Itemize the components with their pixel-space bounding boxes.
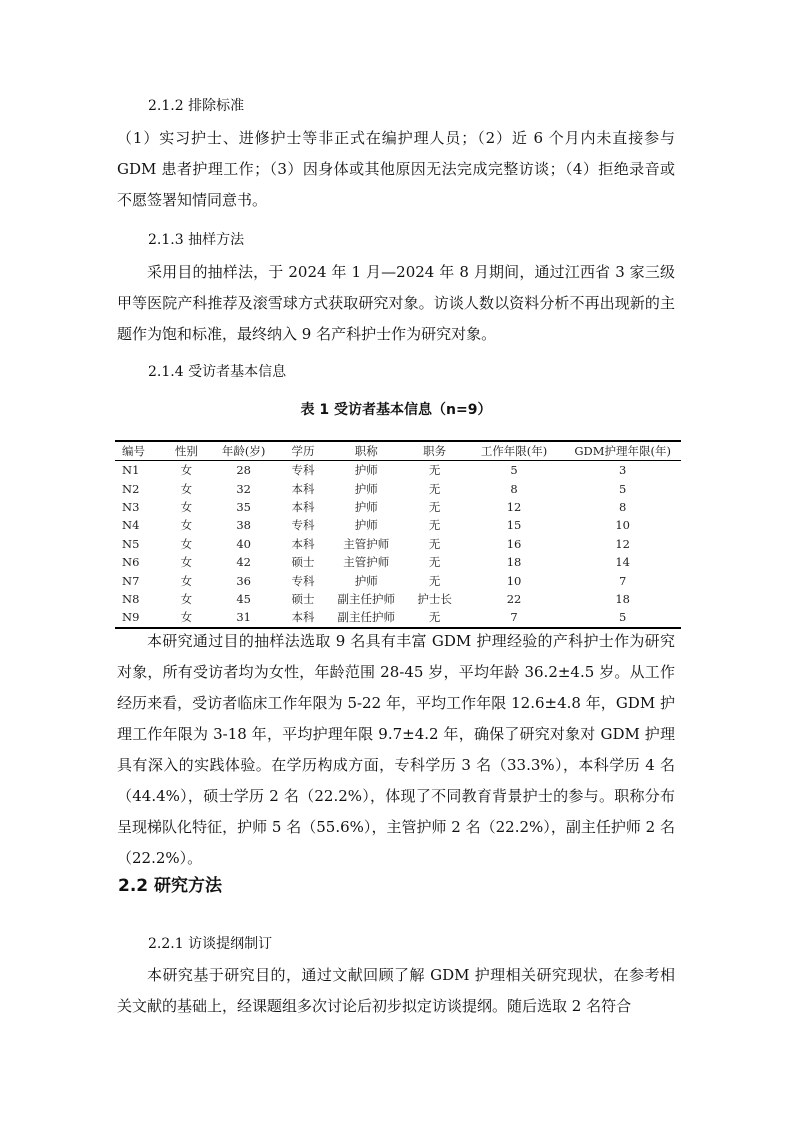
- cell-work-years: 18: [506, 555, 522, 570]
- cell-work-years: 8: [510, 481, 518, 496]
- cell-age: 35: [236, 499, 251, 514]
- col-header-title: 职称: [327, 441, 405, 461]
- col-header-age: 年龄(岁): [208, 441, 278, 461]
- cell-gdm-years: 8: [619, 499, 627, 514]
- col-header-position: 职务: [406, 441, 464, 461]
- cell-work-years: 12: [506, 499, 522, 514]
- table-row: [115, 479, 681, 497]
- cell-gdm-years: 5: [619, 481, 627, 496]
- cell-title: 护师: [354, 481, 378, 496]
- cell-work-years: 16: [506, 536, 522, 551]
- cell-position: 无: [428, 463, 441, 478]
- cell-education: 本科: [291, 536, 315, 551]
- cell-id: N6: [122, 555, 140, 570]
- cell-education: 硕士: [291, 591, 315, 606]
- cell-title: 副主任护师: [337, 591, 396, 606]
- cell-age: 40: [236, 536, 251, 551]
- cell-education: 专科: [291, 573, 315, 588]
- table-row: [115, 571, 681, 589]
- cell-work-years: 5: [510, 463, 518, 478]
- cell-education: 本科: [291, 499, 315, 514]
- cell-title: 主管护师: [343, 536, 390, 551]
- table-row: [115, 553, 681, 571]
- cell-gender: 女: [180, 463, 193, 478]
- cell-position: 无: [428, 536, 441, 551]
- table-row: [115, 535, 681, 553]
- cell-id: N7: [122, 573, 140, 588]
- cell-work-years: 7: [510, 610, 518, 625]
- cell-gdm-years: 3: [619, 463, 627, 478]
- cell-age: 45: [236, 591, 251, 606]
- heading-2-1-3: 2.1.3 抽样方法: [148, 232, 245, 248]
- table-caption: 表 1 受访者基本信息（n=9）: [300, 402, 492, 418]
- heading-2-2-1: 2.2.1 访谈提纲制订: [148, 936, 273, 952]
- col-header-education: 学历: [279, 441, 327, 461]
- cell-position: 护士长: [417, 591, 452, 606]
- cell-title: 护师: [354, 573, 378, 588]
- table-row: [115, 498, 681, 516]
- cell-age: 32: [236, 481, 251, 496]
- cell-gender: 女: [180, 518, 193, 533]
- cell-title: 副主任护师: [337, 610, 396, 625]
- cell-age: 28: [236, 463, 251, 478]
- cell-education: 专科: [291, 518, 315, 533]
- cell-title: 护师: [354, 518, 378, 533]
- cell-work-years: 15: [506, 518, 522, 533]
- cell-title: 护师: [354, 499, 378, 514]
- cell-title: 主管护师: [343, 555, 390, 570]
- cell-gender: 女: [180, 555, 193, 570]
- cell-gender: 女: [180, 573, 193, 588]
- cell-education: 本科: [291, 481, 315, 496]
- cell-position: 无: [428, 518, 441, 533]
- cell-gdm-years: 5: [619, 610, 627, 625]
- table-row: [115, 608, 681, 627]
- cell-education: 硕士: [291, 555, 315, 570]
- cell-id: N1: [122, 463, 140, 478]
- cell-education: 本科: [291, 610, 315, 625]
- heading-2-2: 2.2 研究方法: [118, 876, 223, 896]
- col-header-gender: 性别: [164, 441, 208, 461]
- cell-gdm-years: 10: [615, 518, 630, 533]
- cell-gender: 女: [180, 610, 193, 625]
- cell-age: 42: [236, 555, 251, 570]
- cell-age: 38: [236, 518, 251, 533]
- cell-id: N8: [122, 591, 140, 606]
- cell-position: 无: [428, 555, 441, 570]
- heading-2-1-4: 2.1.4 受访者基本信息: [148, 364, 287, 380]
- col-header-gdm-years: GDM护理年限(年): [564, 441, 681, 461]
- cell-gender: 女: [180, 499, 193, 514]
- cell-position: 无: [428, 481, 441, 496]
- cell-gender: 女: [180, 591, 193, 606]
- cell-id: N9: [122, 610, 140, 625]
- cell-id: N2: [122, 481, 140, 496]
- cell-position: 无: [428, 573, 441, 588]
- cell-gdm-years: 7: [619, 573, 627, 588]
- paragraph-exclusion-criteria: （1）实习护士、进修护士等非正式在编护理人员；（2）近 6 个月内未直接参与 GDM 患者护理工作；（3）因身体或其他原因无法完成完整访谈；（4）拒绝录音或不愿签署知情同意书。: [117, 129, 675, 209]
- cell-title: 护师: [354, 463, 378, 478]
- table-row: [115, 516, 681, 534]
- cell-id: N5: [122, 536, 140, 551]
- cell-gender: 女: [180, 481, 193, 496]
- cell-position: 无: [428, 499, 441, 514]
- cell-gdm-years: 14: [615, 555, 630, 570]
- cell-age: 36: [236, 573, 251, 588]
- cell-education: 专科: [291, 463, 315, 478]
- cell-work-years: 10: [506, 573, 522, 588]
- table-row: [115, 590, 681, 608]
- paragraph-interview-outline: 本研究基于研究目的，通过文献回顾了解 GDM 护理相关研究现状，在参考相关文献的基础上，经课题组多次讨论后初步拟定访谈提纲。随后选取 2 名符合: [117, 966, 675, 1015]
- participants-table: [115, 440, 681, 629]
- paragraph-sampling-method: 采用目的抽样法，于 2024 年 1 月—2024 年 8 月期间，通过江西省 3 家三级甲等医院产科推荐及滚雪球方式获取研究对象。访谈人数以资料分析不再出现新的主题作为饱和标准，最终纳入 9 名产科护士作为研究对象。: [117, 263, 675, 343]
- col-header-work-years: 工作年限(年): [464, 441, 565, 461]
- paragraph-participant-summary: 本研究通过目的抽样法选取 9 名具有丰富 GDM 护理经验的产科护士作为研究对象，所有受访者均为女性，年龄范围 28-45 岁，平均年龄 36.2±4.5 岁。从工作经历来看，受访者临床工作年限为 5-22 年，平均工作年限 12.6±4.8 年，GDM 护理工作年限为 3-18 年，平均护理年限 9.7±4.2 年，确保了研究对象对 GDM 护理具有深入的实践体验。在学历构成方面，专科学历 3 名（33.3%），本科学历 4 名（44.4%），硕士学历 2 名（22.2%），体现了不同教育背景护士的参与。职称分布呈现梯队化特征，护师 5 名（55.6%），主管护师 2 名（22.2%），副主任护师 2 名（22.2%）。: [117, 632, 675, 867]
- cell-id: N4: [122, 518, 140, 533]
- cell-gdm-years: 12: [615, 536, 630, 551]
- cell-age: 31: [236, 610, 251, 625]
- heading-2-1-2: 2.1.2 排除标准: [148, 98, 245, 114]
- col-header-id: 编号: [115, 441, 164, 461]
- table-row: [115, 461, 681, 480]
- cell-gender: 女: [180, 536, 193, 551]
- cell-position: 无: [428, 610, 441, 625]
- table-header-row: [115, 441, 681, 461]
- cell-gdm-years: 18: [615, 591, 630, 606]
- cell-id: N3: [122, 499, 140, 514]
- cell-work-years: 22: [506, 591, 522, 606]
